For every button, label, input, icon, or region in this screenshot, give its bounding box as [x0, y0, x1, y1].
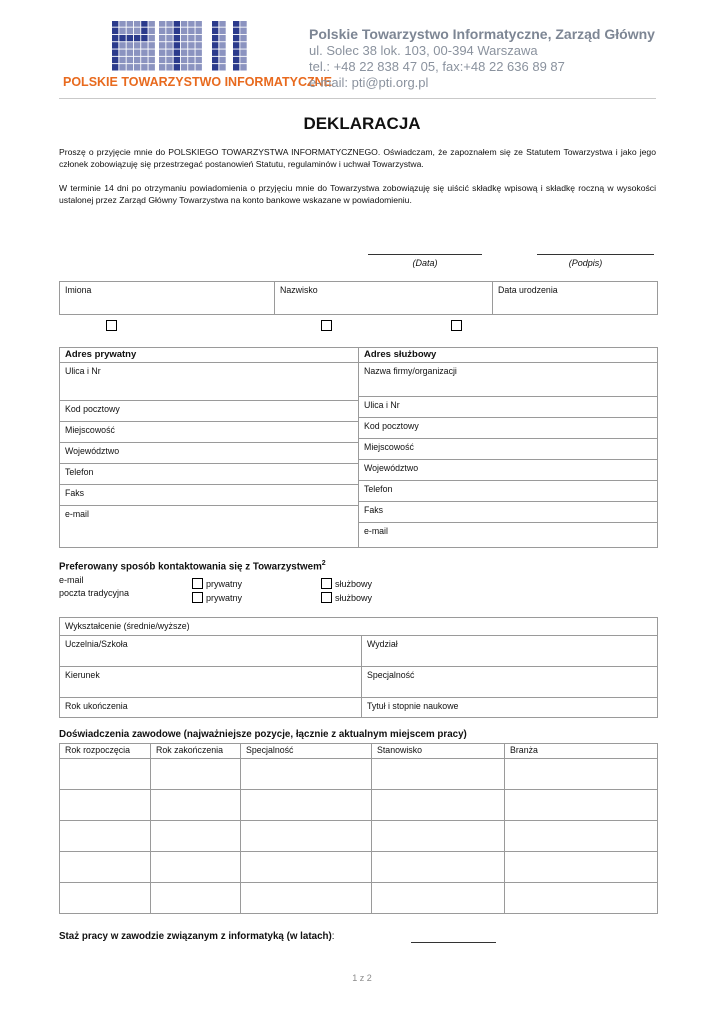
- private-phone-field[interactable]: Telefon: [60, 464, 359, 485]
- education-table: [59, 617, 658, 718]
- experience-table: [59, 743, 658, 914]
- experience-cell[interactable]: [372, 821, 505, 852]
- contact-mail-label: poczta tradycyjna: [59, 588, 130, 598]
- experience-cell[interactable]: [151, 790, 241, 821]
- experience-cell[interactable]: [241, 883, 372, 914]
- mail-work-label: służbowy: [335, 593, 373, 603]
- checkbox-3[interactable]: [451, 320, 462, 331]
- checkbox-2[interactable]: [321, 320, 332, 331]
- surname-field[interactable]: Nazwisko: [275, 282, 493, 315]
- email-work-label: służbowy: [335, 579, 373, 589]
- work-city-field[interactable]: Miejscowość: [359, 439, 658, 460]
- organization-address: ul. Solec 38 lok. 103, 00-394 Warszawa: [309, 43, 538, 58]
- experience-cell[interactable]: [151, 883, 241, 914]
- private-email-field[interactable]: e-mail: [60, 506, 359, 548]
- experience-cell[interactable]: [60, 883, 151, 914]
- degree-field[interactable]: Tytuł i stopnie naukowe: [362, 698, 658, 718]
- graduation-year-field[interactable]: Rok ukończenia: [60, 698, 362, 718]
- mail-private-label: prywatny: [206, 593, 243, 603]
- email-private-label: prywatny: [206, 579, 243, 589]
- logo-text: POLSKIE TOWARZYSTWO INFORMATYCZNE: [63, 75, 332, 89]
- contact-preference-title: [59, 560, 326, 572]
- document-title: DEKLARACJA: [303, 114, 421, 133]
- declaration-paragraph-2: W terminie 14 dni po otrzymaniu powiadomienia o przyjęciu mnie do Towarzystwa zobowiązuję się uiścić składkę wpisową i składkę roczną w wysokości ustalonej przez Zarząd Główny Towarzystwa na konto bankowe wskazane w powiadomieniu.: [59, 183, 656, 205]
- work-phone-field[interactable]: Telefon: [359, 481, 658, 502]
- work-address-header: Adres służbowy: [359, 348, 658, 363]
- signature-label: (Podpis): [568, 258, 603, 268]
- private-city-field[interactable]: Miejscowość: [60, 422, 359, 443]
- experience-cell[interactable]: [241, 790, 372, 821]
- seniority-colon: :: [331, 931, 335, 942]
- experience-cell[interactable]: [505, 821, 658, 852]
- footnote-marker: 2: [321, 560, 326, 567]
- header-divider: [59, 98, 656, 99]
- experience-cell[interactable]: [60, 790, 151, 821]
- private-province-field[interactable]: Województwo: [60, 443, 359, 464]
- contact-preference-text: Preferowany sposób kontaktowania się z Towarzystwem: [59, 561, 322, 573]
- work-fax-field[interactable]: Faks: [359, 502, 658, 523]
- experience-cell[interactable]: [60, 852, 151, 883]
- checkbox-1[interactable]: [106, 320, 117, 331]
- experience-cell[interactable]: [372, 883, 505, 914]
- work-postcode-field[interactable]: Kod pocztowy: [359, 418, 658, 439]
- col-end-year: Rok zakończenia: [151, 744, 241, 759]
- col-start-year: Rok rozpoczęcia: [60, 744, 151, 759]
- experience-cell[interactable]: [60, 759, 151, 790]
- signature-line[interactable]: [537, 254, 654, 255]
- experience-title: Doświadczenia zawodowe (najważniejsze pozycje, łącznie z aktualnym miejscem pracy): [59, 729, 467, 740]
- faculty-field[interactable]: Wydział: [362, 636, 658, 667]
- work-street-field[interactable]: Ulica i Nr: [359, 397, 658, 418]
- work-province-field[interactable]: Województwo: [359, 460, 658, 481]
- experience-cell[interactable]: [151, 852, 241, 883]
- contact-email-label: e-mail: [59, 575, 84, 585]
- col-specialty: Specjalność: [241, 744, 372, 759]
- experience-cell[interactable]: [151, 821, 241, 852]
- experience-cell[interactable]: [505, 790, 658, 821]
- experience-cell[interactable]: [505, 883, 658, 914]
- private-address-header: Adres prywatny: [60, 348, 359, 363]
- experience-cell[interactable]: [60, 821, 151, 852]
- experience-cell[interactable]: [241, 759, 372, 790]
- experience-row: [60, 821, 658, 852]
- specialty-field[interactable]: Specjalność: [362, 667, 658, 698]
- experience-row: [60, 852, 658, 883]
- experience-row: [60, 790, 658, 821]
- experience-cell[interactable]: [372, 790, 505, 821]
- date-line[interactable]: [368, 254, 482, 255]
- seniority-label: [59, 931, 335, 942]
- private-street-field[interactable]: Ulica i Nr: [60, 363, 359, 401]
- mail-work-checkbox[interactable]: [321, 592, 332, 603]
- private-postcode-field[interactable]: Kod pocztowy: [60, 401, 359, 422]
- experience-cell[interactable]: [241, 821, 372, 852]
- work-email-field[interactable]: e-mail: [359, 523, 658, 548]
- col-position: Stanowisko: [372, 744, 505, 759]
- organization-phone: tel.: +48 22 838 47 05, fax:+48 22 636 89 87: [309, 59, 565, 74]
- experience-row: [60, 883, 658, 914]
- page-number: 1 z 2: [352, 973, 372, 983]
- organization-email: e-mail: pti@pti.org.pl: [309, 75, 429, 90]
- col-industry: Branża: [505, 744, 658, 759]
- experience-cell[interactable]: [372, 852, 505, 883]
- school-field[interactable]: Uczelnia/Szkoła: [60, 636, 362, 667]
- experience-row: [60, 759, 658, 790]
- experience-cell[interactable]: [505, 852, 658, 883]
- experience-cell[interactable]: [505, 759, 658, 790]
- pti-logo: [112, 21, 250, 71]
- birth-date-field[interactable]: Data urodzenia: [493, 282, 658, 315]
- private-fax-field[interactable]: Faks: [60, 485, 359, 506]
- organization-name: Polskie Towarzystwo Informatyczne, Zarząd Główny: [309, 26, 655, 42]
- major-field[interactable]: Kierunek: [60, 667, 362, 698]
- declaration-paragraph-1: Proszę o przyjęcie mnie do POLSKIEGO TOWARZYSTWA INFORMATYCZNEGO. Oświadczam, że zapoznałem się ze Statutem Towarzystwa i jako jego członek zobowiązuję się przestrzegać postanowień Statutu, regulaminów i uchwał Towarzystwa.: [59, 147, 656, 169]
- experience-cell[interactable]: [151, 759, 241, 790]
- address-table: [59, 347, 658, 548]
- mail-private-checkbox[interactable]: [192, 592, 203, 603]
- seniority-text: Staż pracy w zawodzie związanym z informatyką (w latach): [59, 931, 332, 942]
- date-label: (Data): [412, 258, 438, 268]
- seniority-input-line[interactable]: [411, 942, 496, 943]
- first-names-field[interactable]: Imiona: [60, 282, 275, 315]
- email-work-checkbox[interactable]: [321, 578, 332, 589]
- personal-data-table: [59, 281, 658, 315]
- work-company-field[interactable]: Nazwa firmy/organizacji: [359, 363, 658, 397]
- experience-cell[interactable]: [372, 759, 505, 790]
- experience-cell[interactable]: [241, 852, 372, 883]
- email-private-checkbox[interactable]: [192, 578, 203, 589]
- education-level-field[interactable]: Wykształcenie (średnie/wyższe): [60, 618, 658, 636]
